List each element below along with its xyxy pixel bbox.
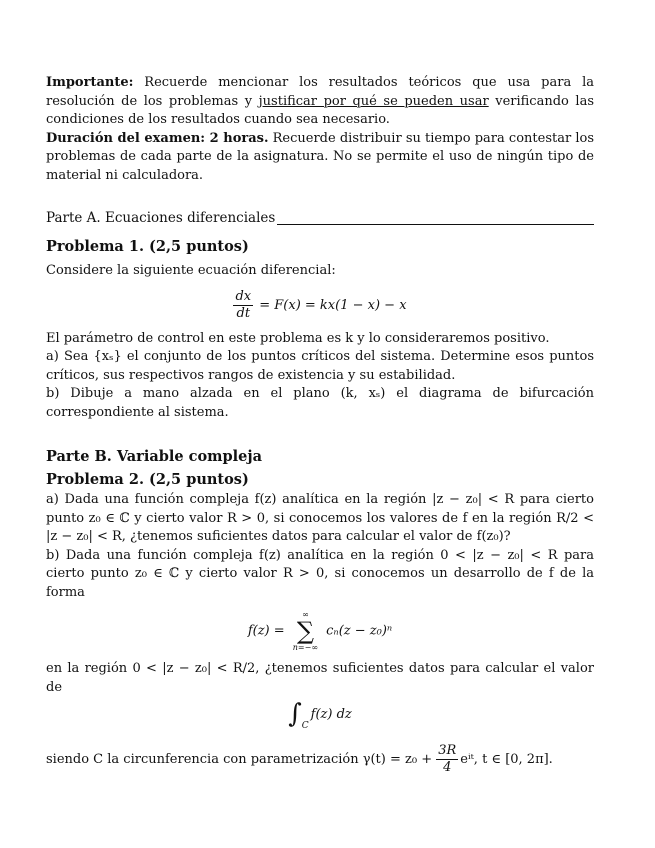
derivative-denominator: dt: [236, 305, 251, 321]
sum-symbol: ∑: [296, 617, 314, 645]
sum-lower-limit: n=−∞: [292, 643, 319, 652]
problem-2-part-c: en la región 0 < |z − z₀| < R/2, ¿tenemos suficientes datos para calcular el valor de: [46, 661, 594, 695]
problem-1-parameter: El parámetro de control en este problema es k y lo consideraremos positivo.: [46, 330, 550, 346]
duracion-label: Duración del examen: 2 horas.: [46, 130, 269, 146]
problem-1-title: Problema 1. (2,5 puntos): [46, 237, 249, 255]
series-lhs: f(z) =: [247, 623, 289, 639]
problem-2-title: Problema 2. (2,5 puntos): [46, 470, 249, 488]
duracion-text: Recuerde distribuir su tiempo para contestar los problemas de cada parte de la asignatura. No se permite el uso de ningún tipo de material ni calculadora.: [46, 130, 594, 183]
integral-contour: C: [301, 720, 309, 731]
problem-1-equation: [46, 289, 594, 322]
derivative-fraction: [233, 289, 253, 322]
equation-rhs: = F(x) = kx(1 − x) − x: [259, 297, 407, 313]
series-rhs: cₙ(z − z₀)ⁿ: [326, 623, 393, 639]
contour-integral: [46, 699, 594, 735]
problem-2-part-b: b) Dada una función compleja f(z) analítica en la región 0 < |z − z₀| < R para cierto punto z₀ ∈ ℂ y cierto valor R > 0, si conocemos un desarrollo de f de la forma: [46, 547, 594, 600]
parametrization-text: siendo C la circunferencia con parametrización γ(t) = z₀ +: [46, 752, 437, 768]
radius-fraction: [436, 743, 458, 776]
derivative-numerator: dx: [235, 288, 252, 304]
summation: [293, 610, 318, 652]
radius-numerator: 3R: [438, 743, 457, 759]
importante-label: Importante:: [46, 75, 134, 90]
problem-1-part-b: b) Dibuje a mano alzada en el plano (k, xₛ) el diagrama de bifurcación correspondiente al sistema.: [46, 386, 594, 420]
problem-2-part-d: [46, 743, 594, 776]
instructions-importante: [46, 74, 594, 130]
importante-text-2: verificando las condiciones de los resultados cuando sea necesario.: [46, 93, 594, 127]
laurent-series-equation: [46, 610, 594, 652]
section-b-title: Parte B. Variable compleja: [46, 448, 263, 465]
section-a-rule: [277, 223, 594, 225]
problem-1-part-a: a) Sea {xₛ} el conjunto de los puntos críticos del sistema. Determine esos puntos críticos, sus respectivos rangos de existencia y su estabilidad.: [46, 349, 594, 383]
importante-underlined: justificar por qué se pueden usar: [258, 93, 489, 109]
radius-denominator: 4: [443, 760, 452, 776]
parametrization-tail: eⁱᵗ, t ∈ [0, 2π].: [460, 752, 553, 768]
problem-1-intro: Considere la siguiente ecuación diferencial:: [46, 263, 336, 278]
problem-2-part-a: a) Dada una función compleja f(z) analítica en la región |z − z₀| < R para cierto punto z₀ ∈ ℂ y cierto valor R > 0, si conocemos los valores de f en la región R/2 < |z − z₀| < R, ¿tenemos suficientes datos para calcular el valor de f(z₀)?: [46, 492, 594, 544]
integral-body: f(z) dz: [310, 706, 352, 722]
exam-page: [46, 74, 594, 776]
importante-text-1: Recuerde mencionar los resultados teóricos que usa para la resolución de los problemas y: [46, 75, 594, 109]
section-a-heading: [46, 209, 594, 228]
section-a-title: Parte A. Ecuaciones diferenciales: [46, 210, 276, 226]
sum-upper-limit: ∞: [302, 610, 309, 619]
instructions-duracion: [46, 130, 594, 186]
integral-symbol: ∫: [288, 699, 302, 729]
